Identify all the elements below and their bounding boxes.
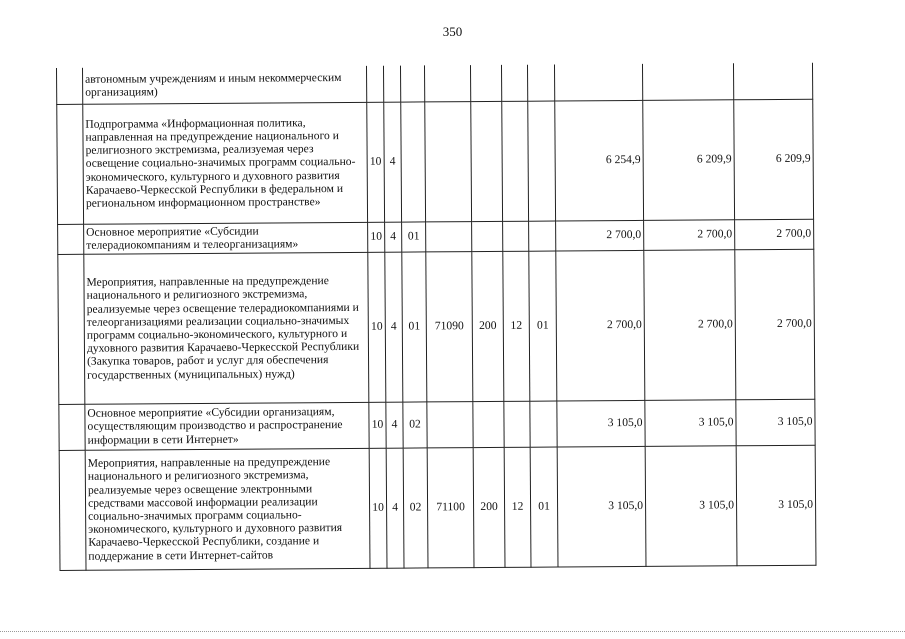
code-subsection-2 <box>530 401 557 447</box>
blank-cell <box>59 404 85 450</box>
amount-year-3: 2 700,0 <box>735 249 815 400</box>
code-direction <box>424 65 470 101</box>
code-subsection <box>383 66 400 102</box>
code-main-event: 02 <box>403 401 427 447</box>
code-main-event: 02 <box>403 447 428 567</box>
code-section-2 <box>501 65 527 101</box>
code-section-2 <box>502 101 529 221</box>
code-section: 10 <box>368 222 385 252</box>
blank-cell <box>58 224 84 254</box>
code-expense-type <box>470 65 501 101</box>
page-number: 350 <box>442 24 463 39</box>
table-row <box>56 63 812 104</box>
code-expense-type <box>472 221 503 251</box>
amount-year-3: 6 209,9 <box>734 99 814 220</box>
code-subsection: 4 <box>386 402 403 448</box>
code-section: 10 <box>369 448 387 568</box>
blank-cell <box>56 68 82 104</box>
code-section-2: 12 <box>504 447 531 567</box>
code-direction: 71090 <box>426 251 473 401</box>
code-main-event: 01 <box>402 251 427 401</box>
amount-year-3: 3 105,0 <box>736 445 816 566</box>
amount-year-2 <box>642 63 733 100</box>
amount-year-1: 3 105,0 <box>557 446 646 567</box>
item-name: Мероприятия, направленные на предупреждение национального и религиозного экстремизма, реализуемые через освещение электронными средствами массовой информации реализации социально-значимых программ социально-экономического, культурного и духовного развития Карачаево-Черкесской Республики, создание и поддержание в сети Интернет-сайтов <box>85 448 370 570</box>
page-edge-line <box>0 631 905 632</box>
amount-year-3: 3 105,0 <box>736 399 815 446</box>
amount-year-2: 2 700,0 <box>644 249 736 400</box>
item-name: Основное мероприятие «Субсидии телерадиокомпаниям и телеорганизациям» <box>84 222 368 254</box>
code-subsection-2 <box>527 65 554 101</box>
amount-year-1: 6 254,9 <box>555 100 644 221</box>
code-subsection: 4 <box>385 222 402 252</box>
code-section: 10 <box>368 252 386 402</box>
code-expense-type: 200 <box>473 447 505 567</box>
item-name: автономным учреждениям и иным некоммерческим организациям) <box>82 66 366 104</box>
code-direction <box>425 101 472 221</box>
code-subsection-2 <box>529 221 556 251</box>
table-row <box>59 399 815 450</box>
table-row <box>59 445 816 570</box>
code-subsection: 4 <box>384 102 402 222</box>
code-main-event: 01 <box>402 221 426 251</box>
amount-year-3 <box>733 63 812 100</box>
code-expense-type: 200 <box>472 251 504 401</box>
code-main-event <box>401 101 426 221</box>
amount-year-1: 2 700,0 <box>556 220 644 251</box>
table-row <box>58 249 815 404</box>
code-section: 10 <box>369 402 386 448</box>
blank-cell <box>59 450 86 570</box>
amount-year-2: 2 700,0 <box>644 219 735 250</box>
amount-year-1: 3 105,0 <box>557 400 645 447</box>
code-direction: 71100 <box>427 447 474 567</box>
code-direction <box>427 401 473 447</box>
amount-year-2: 3 105,0 <box>645 399 736 446</box>
amount-year-1: 2 700,0 <box>556 250 645 401</box>
code-subsection: 4 <box>386 448 404 568</box>
code-expense-type <box>471 101 503 221</box>
blank-cell <box>58 254 85 404</box>
amount-year-3: 2 700,0 <box>735 219 814 250</box>
code-subsection: 4 <box>385 252 403 402</box>
code-subsection-2: 01 <box>529 251 557 401</box>
blank-cell <box>57 104 84 224</box>
code-subsection-2 <box>528 101 556 221</box>
code-section <box>366 66 383 102</box>
budget-table <box>56 63 816 571</box>
item-name: Основное мероприятие «Субсидии организациям, осуществляющим производство и распространение информации в сети Интернет» <box>85 402 369 450</box>
amount-year-2: 6 209,9 <box>643 99 735 220</box>
code-main-event <box>400 65 424 101</box>
code-expense-type <box>473 401 504 447</box>
code-direction <box>426 221 472 251</box>
code-section-2 <box>504 401 530 447</box>
code-subsection-2: 01 <box>530 447 558 567</box>
budget-table-sheet <box>56 63 816 571</box>
item-name: Подпрограмма «Информационная политика, направленная на предупреждение национального и религиозного экстремизма, реализуемая через освещение социально-значимых программ социально-экономического, культурного и духовного развития Карачаево-Черкесской Республики в федеральном и региональном информационном пространстве» <box>83 102 368 224</box>
code-section-2 <box>503 221 529 251</box>
code-section-2: 12 <box>503 251 530 401</box>
amount-year-1 <box>554 64 642 101</box>
amount-year-2: 3 105,0 <box>645 445 737 566</box>
item-name: Мероприятия, направленные на предупреждение национального и религиозного экстремизма, реализуемые через освещение телерадиокомпаниями и телеорганизациями реализации социально-значимых программ социально-экономического, культурного и духовного развития Карачаево-Черкесской Республики (Закупка товаров, работ и услуг для обеспечения государственных (муниципальных) нужд) <box>84 252 369 404</box>
code-section: 10 <box>367 102 385 222</box>
table-row <box>57 99 814 224</box>
